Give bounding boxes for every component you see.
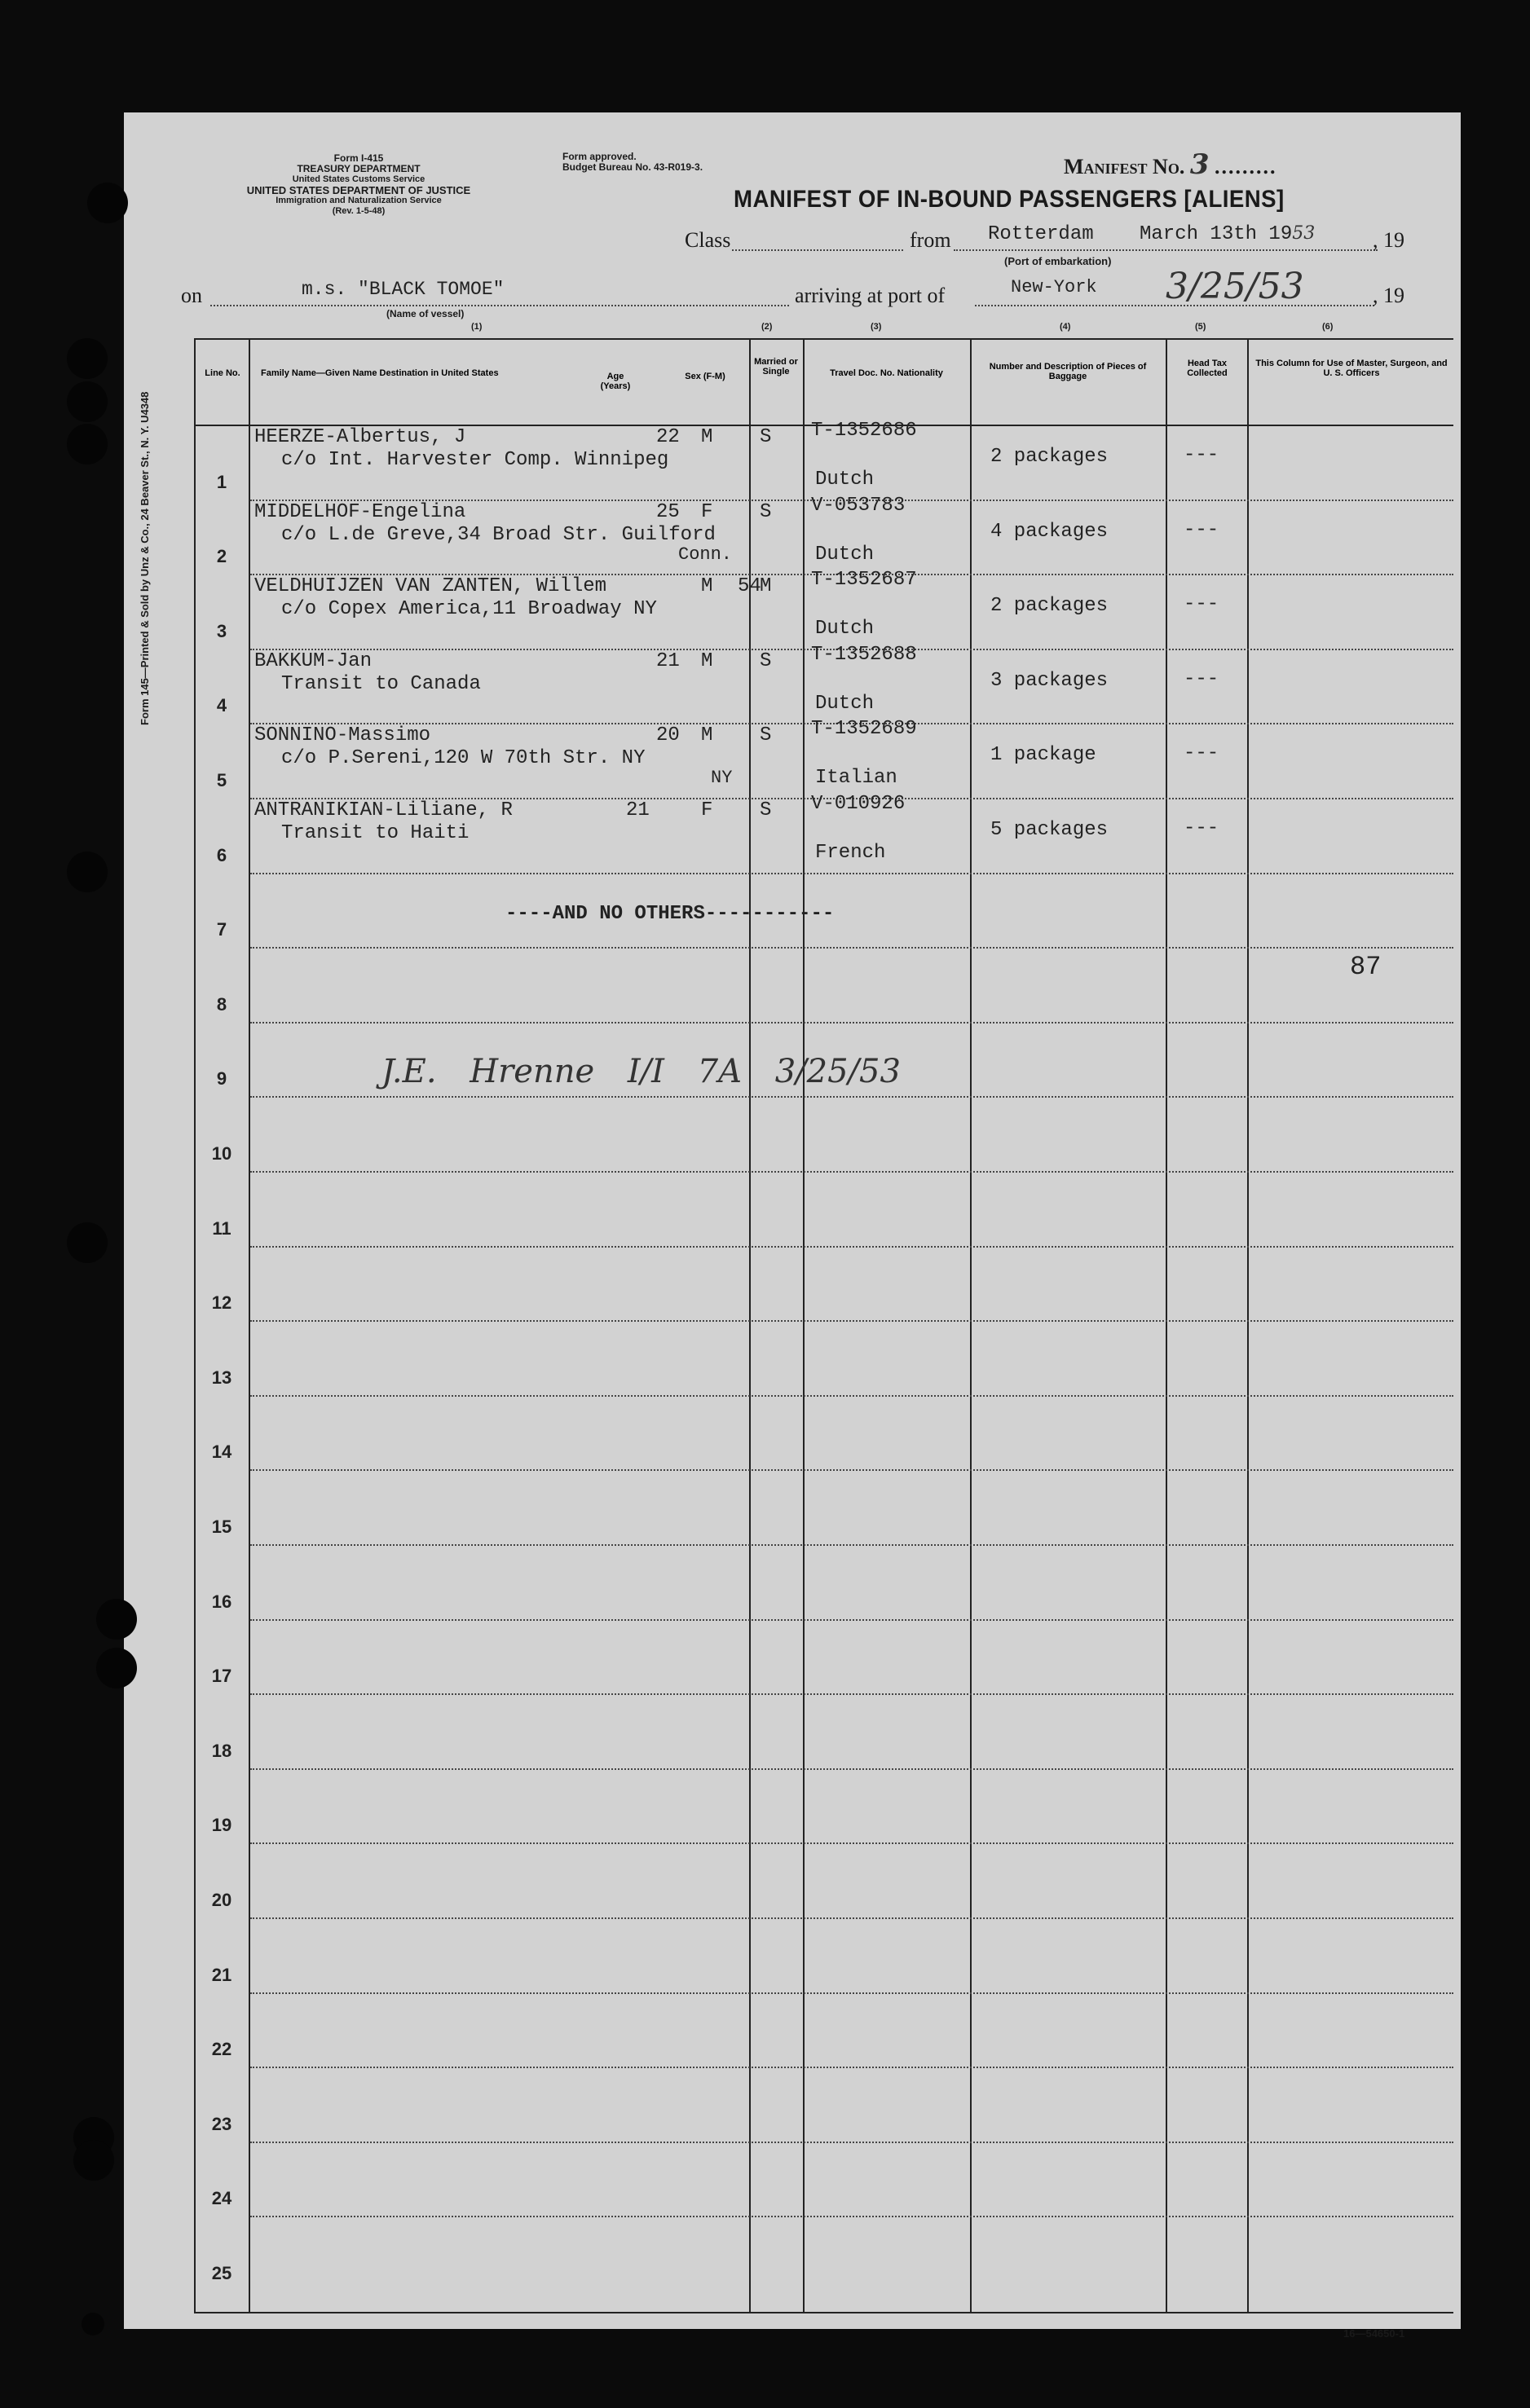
line-number: 10	[211, 1143, 232, 1164]
col-divider	[1247, 338, 1249, 2313]
passenger-nationality: Dutch	[815, 544, 875, 566]
table-top-border	[194, 338, 1453, 340]
year-suffix: , 19	[1373, 284, 1404, 307]
header-sex: Sex (F-M)	[685, 372, 725, 381]
row-line	[250, 1693, 1453, 1695]
col-divider	[1166, 338, 1167, 2313]
row-line	[250, 1544, 1453, 1546]
passenger-marital: S	[760, 650, 772, 672]
passenger-sex: M	[701, 426, 713, 448]
passenger-nationality: French	[815, 842, 886, 864]
row-line	[250, 2142, 1453, 2143]
port-caption: (Port of embarkation)	[1004, 255, 1112, 267]
col-number: (2)	[761, 322, 773, 332]
page-title: MANIFEST OF IN-BOUND PASSENGERS [ALIENS]	[734, 186, 1285, 213]
arrival-date: 3/25/53	[1166, 266, 1304, 307]
table-left-border	[194, 338, 196, 2313]
punch-hole	[96, 1648, 137, 1688]
year-suffix: , 19	[1373, 228, 1404, 252]
line-number: 17	[211, 1666, 232, 1686]
passenger-sex: M	[701, 575, 713, 597]
embark-date-year: 53	[1292, 223, 1316, 244]
on-label: on	[181, 284, 202, 307]
passenger-destination: c/o L.de Greve,34 Broad Str. Guilford	[281, 524, 716, 546]
form-dept: TREASURY DEPARTMENT	[297, 163, 421, 174]
passenger-baggage: 2 packages	[990, 595, 1109, 617]
side-imprint: Form 145—Printed & Sold by Unz & Co., 24 Beaver St., N. Y. U4348	[139, 391, 151, 725]
form-number: Form I-415	[333, 152, 384, 164]
row-line	[250, 1395, 1453, 1397]
header-name: Family Name—Given Name Destination in United States	[261, 368, 499, 378]
passenger-marital: S	[760, 799, 772, 821]
punch-hole	[82, 2313, 104, 2335]
passenger-destination: c/o P.Sereni,120 W 70th Str. NY	[281, 747, 646, 769]
form-rev: (Rev. 1-5-48)	[332, 206, 386, 216]
punch-hole	[67, 424, 108, 464]
punch-hole	[67, 852, 108, 892]
passenger-marital: M	[760, 575, 772, 597]
passenger-sex: M	[701, 650, 713, 672]
punch-hole	[96, 1599, 137, 1640]
passenger-name: HEERZE-Albertus, J	[254, 426, 466, 448]
passenger-destination-extra: NY	[711, 768, 733, 788]
line-number: 18	[211, 1741, 232, 1761]
form-service: United States Customs Service	[292, 174, 425, 184]
passenger-name: ANTRANIKIAN-Liliane, R	[254, 799, 513, 821]
passenger-marital: S	[760, 724, 772, 746]
passenger-destination-extra: Conn.	[678, 544, 733, 565]
passenger-name: VELDHUIJZEN VAN ZANTEN, Willem	[254, 575, 607, 597]
line-number: 25	[211, 2263, 232, 2283]
form-block	[163, 153, 554, 217]
header-travel: Travel Doc. No. Nationality	[830, 368, 943, 378]
passenger-travel-doc: T-1352686	[811, 420, 917, 442]
line-number: 22	[211, 2039, 232, 2059]
passenger-name: BAKKUM-Jan	[254, 650, 373, 672]
row-line	[250, 1917, 1453, 1919]
row-line	[250, 1619, 1453, 1621]
officer-stamp-number: 87	[1350, 952, 1382, 982]
passenger-sex: M	[701, 724, 713, 746]
row-line	[250, 1022, 1453, 1024]
line-number: 6	[216, 845, 227, 865]
passenger-travel-doc: T-1352687	[811, 569, 917, 591]
punch-hole	[87, 183, 128, 223]
approval-line: Form approved.	[562, 151, 637, 162]
header-officers: This Column for Use of Master, Surgeon, and U. S. Officers	[1255, 359, 1448, 378]
line-number: 8	[216, 994, 227, 1015]
embark-port: Rotterdam	[988, 223, 1094, 245]
class-label: Class	[685, 228, 731, 252]
passenger-travel-doc: T-1352689	[811, 718, 917, 740]
approval-line: Budget Bureau No. 43-R019-3.	[562, 161, 703, 173]
vessel-caption: (Name of vessel)	[386, 308, 465, 319]
passenger-baggage: 2 packages	[990, 446, 1109, 468]
line-number: 1	[216, 472, 227, 492]
table-bottom-border	[194, 2312, 1453, 2313]
line-number: 3	[216, 621, 227, 641]
passenger-sex: F	[701, 799, 713, 821]
col-number: (1)	[471, 322, 483, 332]
passenger-baggage: 3 packages	[990, 670, 1109, 692]
passenger-nationality: Dutch	[815, 618, 875, 640]
passenger-headtax: ---	[1184, 519, 1219, 541]
line-number: 16	[211, 1591, 232, 1612]
manifest-number-value: 3	[1189, 148, 1210, 181]
passenger-headtax: ---	[1184, 593, 1219, 615]
approval-block	[562, 152, 703, 173]
row-line	[250, 873, 1453, 874]
row-line	[250, 1171, 1453, 1173]
passenger-marital: S	[760, 426, 772, 448]
line-number: 5	[216, 770, 227, 790]
arriving-label: arriving at port of	[795, 284, 946, 307]
line-number: 4	[216, 695, 227, 715]
line-number: 15	[211, 1517, 232, 1537]
line-number: 21	[211, 1965, 232, 1985]
passenger-destination: c/o Copex America,11 Broadway NY	[281, 598, 657, 620]
passenger-travel-doc: V-053783	[811, 495, 906, 517]
punch-hole	[67, 1222, 108, 1263]
line-number: 12	[211, 1292, 232, 1313]
passenger-headtax: ---	[1184, 817, 1219, 839]
line-number: 19	[211, 1815, 232, 1835]
passenger-baggage: 5 packages	[990, 819, 1109, 841]
passenger-destination: Transit to Haiti	[281, 822, 470, 844]
arrival-port: New-York	[1011, 277, 1097, 297]
passenger-name: MIDDELHOF-Engelina	[254, 501, 466, 523]
row-line	[250, 947, 1453, 949]
col-number: (3)	[871, 322, 882, 332]
and-no-others: ----AND NO OTHERS-----------	[505, 903, 835, 925]
passenger-nationality: Dutch	[815, 469, 875, 491]
header-baggage: Number and Description of Pieces of Baggage	[989, 362, 1147, 381]
form-ins: Immigration and Naturalization Service	[276, 196, 442, 205]
passenger-marital: S	[760, 501, 772, 523]
row-line	[250, 2216, 1453, 2217]
embark-date-text: March 13th 19	[1140, 223, 1293, 245]
passenger-name: SONNINO-Massimo	[254, 724, 431, 746]
passenger-age: 20	[656, 724, 680, 746]
manifest-number: Manifest No. 3 .........	[1064, 148, 1277, 181]
passenger-destination: Transit to Canada	[281, 673, 481, 695]
line-number: 20	[211, 1890, 232, 1910]
col-divider	[249, 338, 250, 2313]
row-line	[250, 1096, 1453, 1098]
passenger-travel-doc: T-1352688	[811, 644, 917, 666]
form-doj: UNITED STATES DEPARTMENT OF JUSTICE	[246, 184, 471, 196]
col-divider	[749, 338, 751, 2313]
col-divider	[803, 338, 805, 2313]
row-line	[250, 1768, 1453, 1770]
header-line-no: Line No.	[205, 368, 240, 378]
line-number: 7	[216, 919, 227, 940]
header-age: Age (Years)	[600, 372, 631, 391]
row-line	[250, 1842, 1453, 1844]
col-number: (6)	[1322, 322, 1334, 332]
row-line	[250, 1992, 1453, 1994]
passenger-headtax: ---	[1184, 668, 1219, 690]
row-line	[250, 2067, 1453, 2068]
passenger-nationality: Dutch	[815, 693, 875, 715]
header-married: Married or Single	[754, 357, 798, 376]
passenger-travel-doc: V-010926	[811, 793, 906, 815]
passenger-nationality: Italian	[815, 767, 897, 789]
col-number: (5)	[1195, 322, 1206, 332]
passenger-age: 25	[656, 501, 680, 523]
punch-hole	[67, 338, 108, 379]
line-number: 23	[211, 2114, 232, 2134]
manifest-number-label: Manifest No.	[1064, 155, 1185, 178]
line-number: 14	[211, 1442, 232, 1462]
passenger-headtax: ---	[1184, 742, 1219, 764]
passenger-destination: c/o Int. Harvester Comp. Winnipeg	[281, 449, 669, 471]
row-line	[250, 1320, 1453, 1322]
header-headtax: Head Tax Collected	[1187, 359, 1228, 378]
handwritten-annotation: J.E. Hrenne I/I 7A 3/25/53	[381, 1053, 901, 1090]
line-number: 24	[211, 2188, 232, 2208]
passenger-age: 21	[626, 799, 650, 821]
punch-hole	[67, 381, 108, 422]
embark-date	[1140, 223, 1315, 245]
punch-hole	[73, 2140, 114, 2181]
from-label: from	[910, 228, 951, 252]
vessel-name: m.s. "BLACK TOMOE"	[302, 279, 505, 300]
row-line	[250, 1469, 1453, 1471]
passenger-baggage: 1 package	[990, 744, 1096, 766]
line-number: 2	[216, 546, 227, 566]
passenger-age: 21	[656, 650, 680, 672]
passenger-age: 54	[738, 575, 761, 597]
line-number: 11	[212, 1218, 231, 1239]
line-number: 9	[216, 1068, 227, 1089]
col-number: (4)	[1060, 322, 1071, 332]
col-divider	[970, 338, 972, 2313]
passenger-age: 22	[656, 426, 680, 448]
footer-code: 16—54650-1	[1343, 2327, 1405, 2340]
passenger-baggage: 4 packages	[990, 521, 1109, 543]
row-line	[250, 1246, 1453, 1248]
line-number: 13	[211, 1367, 232, 1388]
passenger-headtax: ---	[1184, 444, 1219, 466]
passenger-sex: F	[701, 501, 713, 523]
